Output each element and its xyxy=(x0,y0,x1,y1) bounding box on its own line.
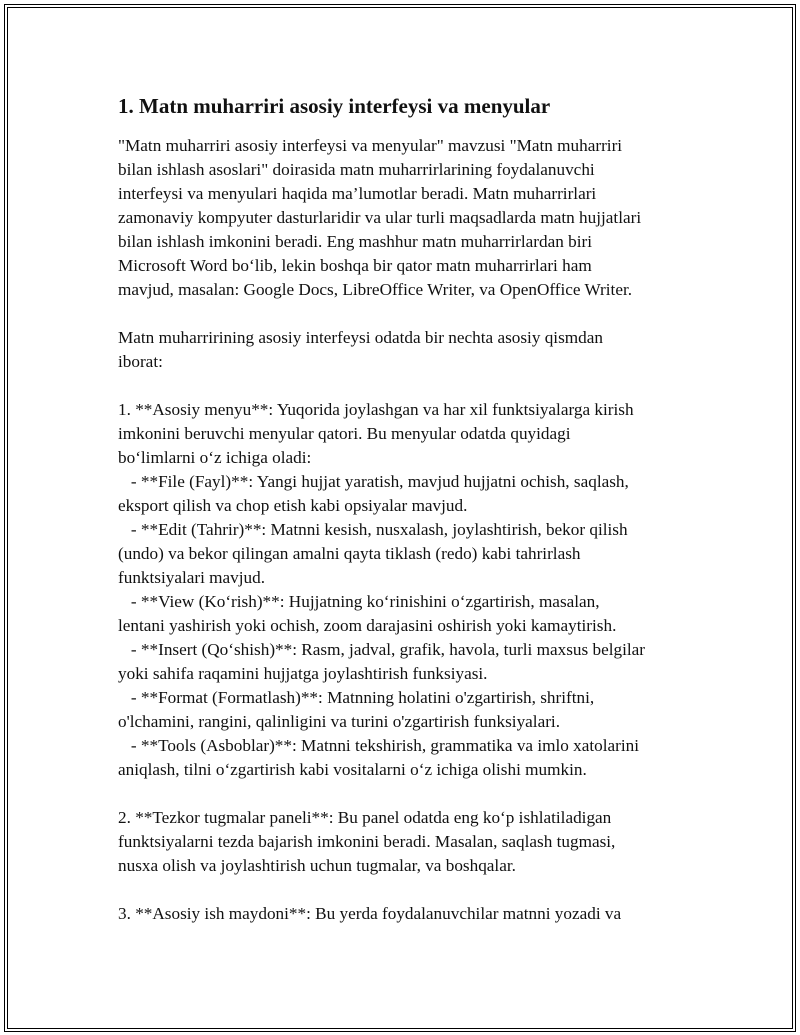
text-line: bilan ishlash imkonini beradi. Eng mashhur matn muharrirlardan biri xyxy=(118,232,592,251)
paragraph xyxy=(118,806,698,878)
text-line: "Matn muharriri asosiy interfeysi va menyular" mavzusi "Matn muharriri xyxy=(118,136,623,155)
text-line: nusxa olish va joylashtirish uchun tugmalar, va boshqalar. xyxy=(118,856,516,875)
text-line: yoki sahifa raqamini hujjatga joylashtirish funksiyasi. xyxy=(118,664,488,683)
paragraph xyxy=(118,902,698,926)
text-line: - **Insert (Qoʻshish)**: Rasm, jadval, grafik, havola, turli maxsus belgilar xyxy=(118,640,645,659)
text-line: mavjud, masalan: Google Docs, LibreOffice Writer, va OpenOffice Writer. xyxy=(118,280,633,299)
text-line: 3. **Asosiy ish maydoni**: Bu yerda foydalanuvchilar matnni yozadi va xyxy=(118,904,622,923)
text-line: - **Edit (Tahrir)**: Matnni kesish, nusxalash, joylashtirish, bekor qilish xyxy=(118,520,628,539)
document-paragraphs xyxy=(118,134,698,926)
text-line: imkonini beruvchi menyular qatori. Bu menyular odatda quyidagi xyxy=(118,424,571,443)
text-line: funktsiyalarni tezda bajarish imkonini beradi. Masalan, saqlash tugmasi, xyxy=(118,832,616,851)
paragraph xyxy=(118,398,698,782)
text-line: (undo) va bekor qilingan amalni qayta tiklash (redo) kabi tahrirlash xyxy=(118,544,581,563)
text-line: zamonaviy kompyuter dasturlaridir va ular turli maqsadlarda matn hujjatlari xyxy=(118,208,642,227)
document-body xyxy=(118,92,698,926)
paragraph-gap xyxy=(118,374,698,398)
text-line: 1. **Asosiy menyu**: Yuqorida joylashgan va har xil funktsiyalarga kirish xyxy=(118,400,634,419)
text-line: Microsoft Word boʻlib, lekin boshqa bir qator matn muharrirlari ham xyxy=(118,256,592,275)
text-line: lentani yashirish yoki ochish, zoom darajasini oshirish yoki kamaytirish. xyxy=(118,616,617,635)
text-line: iborat: xyxy=(118,352,163,371)
text-line: Matn muharririning asosiy interfeysi odatda bir nechta asosiy qismdan xyxy=(118,328,603,347)
text-line: eksport qilish va chop etish kabi opsiyalar mavjud. xyxy=(118,496,468,515)
text-line: 2. **Tezkor tugmalar paneli**: Bu panel odatda eng koʻp ishlatiladigan xyxy=(118,808,612,827)
text-line: o'lchamini, rangini, qalinligini va turini o'zgartirish funksiyalari. xyxy=(118,712,560,731)
text-line: - **View (Koʻrish)**: Hujjatning koʻrinishini oʻzgartirish, masalan, xyxy=(118,592,600,611)
text-line: - **Tools (Asboblar)**: Matnni tekshirish, grammatika va imlo xatolarini xyxy=(118,736,640,755)
text-line: funktsiyalari mavjud. xyxy=(118,568,266,587)
text-line: interfeysi va menyulari haqida ma’lumotlar beradi. Matn muharrirlari xyxy=(118,184,597,203)
text-line: - **Format (Formatlash)**: Matnning holatini o'zgartirish, shriftni, xyxy=(118,688,595,707)
text-line: - **File (Fayl)**: Yangi hujjat yaratish, mavjud hujjatni ochish, saqlash, xyxy=(118,472,629,491)
paragraph-gap xyxy=(118,302,698,326)
text-line: aniqlash, tilni oʻzgartirish kabi vositalarni oʻz ichiga olishi mumkin. xyxy=(118,760,587,779)
text-line: bilan ishlash asoslari" doirasida matn muharrirlarining foydalanuvchi xyxy=(118,160,595,179)
document-title: 1. Matn muharriri asosiy interfeysi va menyular xyxy=(118,94,551,118)
text-line: boʻlimlarni oʻz ichiga oladi: xyxy=(118,448,312,467)
paragraph-gap xyxy=(118,878,698,902)
paragraph xyxy=(118,134,698,302)
paragraph-gap xyxy=(118,782,698,806)
paragraph xyxy=(118,326,698,374)
